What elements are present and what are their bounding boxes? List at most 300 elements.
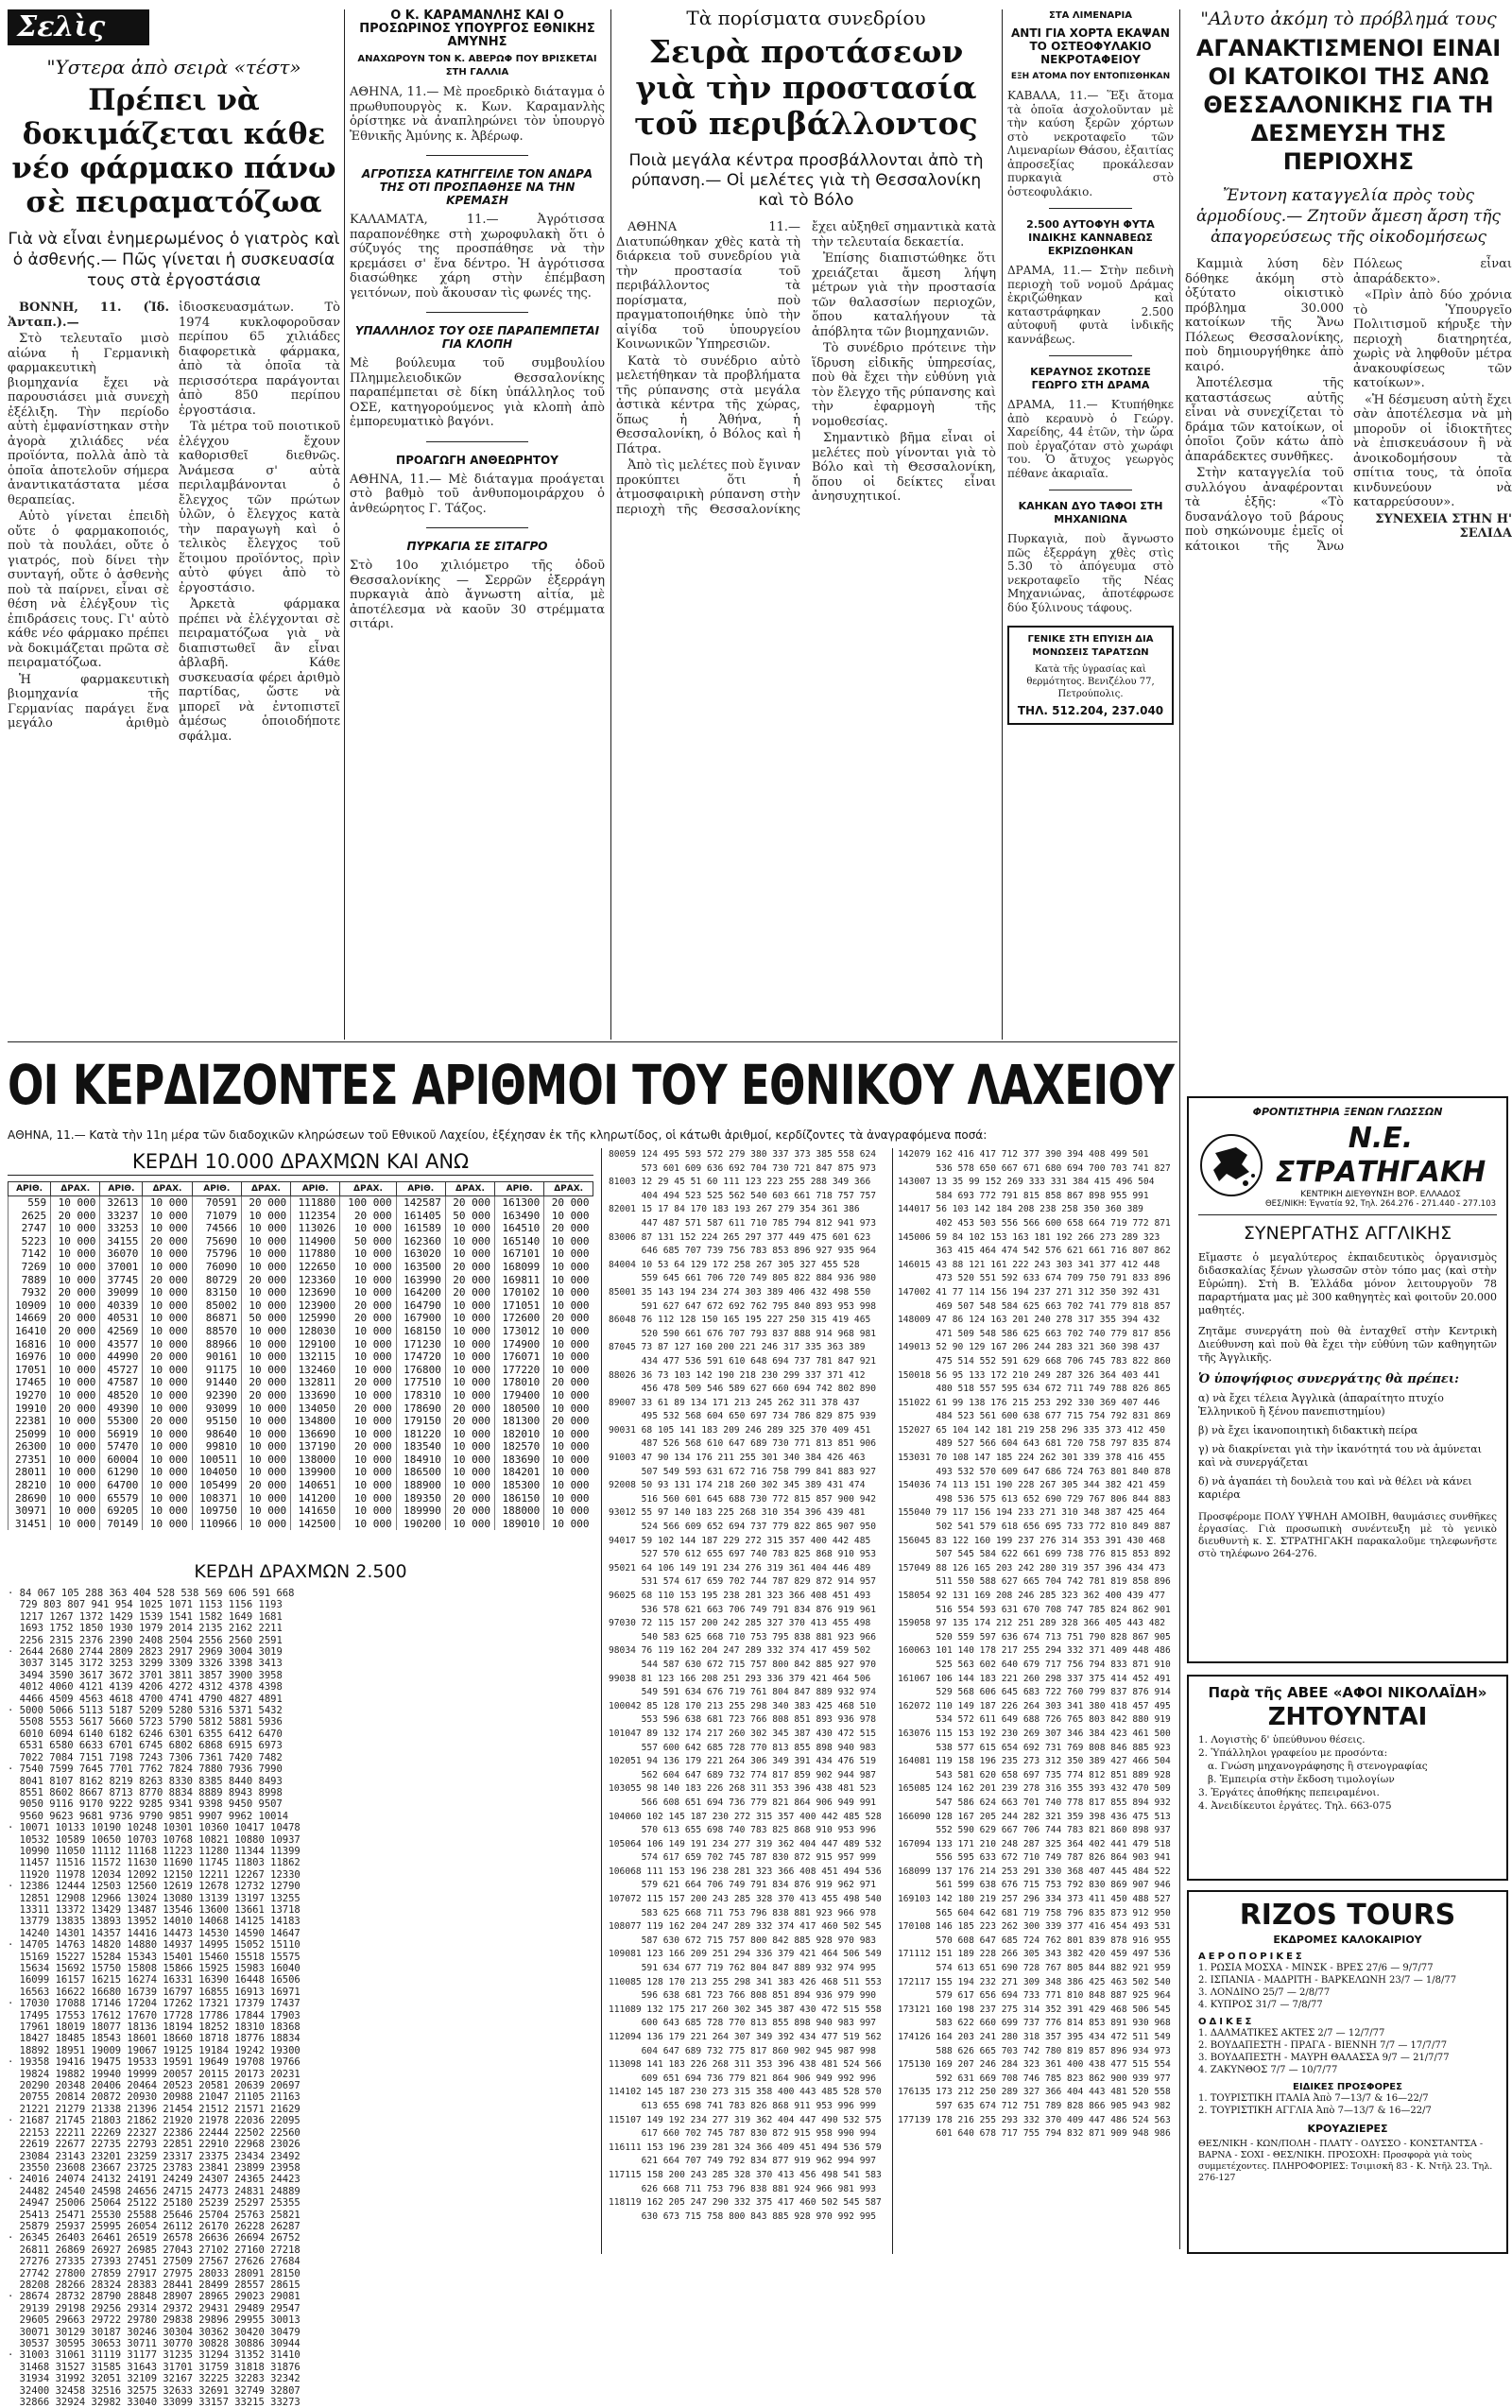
lottery-prize-amount: 10 000: [544, 1235, 593, 1248]
news-cannabis-headline: 2.500 ΑΥΤΟΦΥΗ ΦΥΤΑ ΙΝΔΙΚΗΣ ΚΑΝΝΑΒΕΩΣ ΕΚΡΙΖΩΘΗΚΑΝ: [1026, 218, 1155, 257]
lottery-prize-amount: 20 000: [445, 1402, 494, 1416]
lottery-prize-amount: 20 000: [445, 1286, 494, 1299]
article-environment-deck: Ποιὰ μεγάλα κέντρα προσβάλλονται ἀπὸ τὴ ρύπανση.— Οἱ μελέτες γιὰ τὴ Θεσσαλονίκη καὶ τὸ Βόλο: [628, 151, 984, 210]
lottery-number-line: 536 578 621 663 706 749 791 834 876 919 961: [609, 1604, 877, 1615]
lottery-number-line: 588 626 665 703 742 780 819 857 896 934 973: [898, 2045, 1171, 2056]
news-lightning-headline: ΚΕΡΑΥΝΟΣ ΣΚΟΤΩΣΕ ΓΕΩΡΓΟ ΣΤΗ ΔΡΑΜΑ: [1030, 366, 1151, 391]
news-karamanlis-headline: Ο Κ. ΚΑΡΑΜΑΝΛΗΣ ΚΑΙ Ο ΠΡΟΣΩΡΙΝΟΣ ΥΠΟΥΡΓΟΣ ΕΘΝΙΚΗΣ ΑΜΥΝΗΣ: [359, 9, 595, 49]
lottery-ticket-number: 2625: [9, 1210, 51, 1223]
news-karamanlis-subhead: ΑΝΑΧΩΡΟΥΝ ΤΟΝ Κ. ΑΒΕΡΩΦ ΠΟΥ ΒΡΙΣΚΕΤΑΙ ΣΤΗ ΓΑΛΛΙΑ: [357, 54, 597, 77]
lottery-small-line: 2256 2315 2376 2390 2408 2504 2556 2560 2591: [8, 1634, 283, 1646]
lottery-prize-amount: 10 000: [445, 1247, 494, 1261]
lottery-number-line: 112094 136 179 221 264 307 349 392 434 477 519 562: [609, 2032, 882, 2042]
section-rule: [8, 1041, 1177, 1042]
ad-rizos-item: 2. ΤΟΥΡΙΣΤΙΚΗ ΑΓΓΛΙΑ Ἀπὸ 7—13/7 & 16—22/7: [1198, 2106, 1432, 2116]
lottery-number-line: 84004 10 53 64 129 172 258 267 305 327 455 528: [609, 1259, 860, 1270]
lottery-prize-amount: 10 000: [544, 1364, 593, 1377]
lottery-prize-amount: 50 000: [241, 1312, 290, 1325]
lottery-small-line: 729 803 807 941 954 1025 1071 1153 1156 1193: [8, 1599, 283, 1611]
lottery-prize-amount: 10 000: [143, 1364, 192, 1377]
lottery-number-line: 565 604 642 681 719 758 796 835 873 912 950: [898, 1907, 1171, 1918]
ad-nikolaidi-item: α. Γνώση μηχανογράφησης ἢ στενογραφίας: [1198, 1761, 1428, 1772]
lottery-ticket-number: 122650: [291, 1261, 340, 1274]
lottery-prize-amount: 20 000: [340, 1210, 396, 1223]
ad-strategaki-req: γ) νὰ διακρίνεται γιὰ τὴν ἱκανότητά του νὰ ἀμύνεται καὶ νὰ συνεργάζεται: [1198, 1443, 1482, 1469]
lottery-col-header: ΔΡΑΧ.: [51, 1182, 100, 1196]
lottery-ticket-number: 10909: [9, 1299, 51, 1313]
lottery-prize-amount: 10 000: [445, 1376, 494, 1389]
lottery-number-line: 89007 33 61 89 134 171 213 245 262 311 378 437: [609, 1397, 860, 1408]
lottery-small-line: 3037 3145 3172 3253 3299 3309 3326 3398 3413: [8, 1658, 283, 1670]
lottery-number-line: 145006 59 84 102 153 163 181 192 266 273 289 323: [898, 1231, 1160, 1243]
lottery-number-line: 97030 72 115 157 200 242 285 327 370 413 455 498: [609, 1618, 871, 1629]
lottery-ticket-number: 44990: [100, 1350, 143, 1364]
ad-rizos-tours: [1187, 1890, 1508, 2254]
lottery-number-line: 579 621 664 706 749 791 834 876 919 962 971: [609, 1880, 877, 1891]
lottery-small-line: · 12386 12444 12503 12560 12619 12678 12732 12790: [8, 1881, 301, 1893]
lottery-small-line: 22153 22211 22269 22327 22386 22444 22502 22560: [8, 2126, 301, 2139]
lottery-row: [9, 1376, 593, 1389]
lottery-small-line: 30071 30129 30187 30246 30304 30362 30420 30479: [8, 2326, 301, 2338]
news-limenaria-text: ΚΑΒΑΛΑ, 11.— Ἕξι ἄτομα τὰ ὁποῖα ἀσχολοῦνταν μὲ τὴν καύση ξερῶν χόρτων στὸ νεκροταφεῖο τῶν Λιμεναρίων Θάσου, ἐξαιτίας ἀπροσεξίας προκάλεσαν πυρκαγιὰ στὸ ὀστεοφυλάκιο.: [1007, 89, 1174, 198]
lottery-prize-amount: 10 000: [241, 1402, 290, 1416]
lottery-ticket-number: 92390: [192, 1389, 241, 1402]
article-environment-paragraph: Τὸ συνέδριο πρότεινε τὴν ἵδρυση εἰδικῆς ὑπηρεσίας, ποὺ θὰ ἔχει τὴν εὐθύνη γιὰ τὸν ἔλεγχο τῆς ρύπανσης καὶ τὴν ἐφαρμογὴ τῆς νομοθεσίας.: [812, 341, 996, 429]
lottery-prize-amount: 20 000: [340, 1376, 396, 1389]
lottery-ticket-number: 125990: [291, 1312, 340, 1325]
lottery-number-line: 167094 133 171 210 248 287 325 364 402 441 479 518: [898, 1838, 1171, 1849]
lottery-ticket-number: 190200: [396, 1518, 445, 1531]
lottery-prize-amount: 10 000: [241, 1415, 290, 1428]
lottery-ticket-number: 132460: [291, 1364, 340, 1377]
ad-roof-headline: ΓΕΝΙΚΕ ΣΤΗ ΕΠΥΙΣΗ ΔΙΑ ΜΟΝΩΣΕΙΣ ΤΑΡΑΤΣΩΝ: [1027, 634, 1154, 658]
ad-roof-insulation: [1007, 626, 1174, 725]
lottery-ticket-number: 189010: [495, 1518, 544, 1531]
lottery-ticket-number: 33237: [100, 1210, 143, 1223]
lottery-prize-amount: 10 000: [445, 1479, 494, 1492]
article-ano-poli-headline: ΑΓΑΝΑΚΤΙΣΜΕΝΟΙ ΕΙΝΑΙ ΟΙ ΚΑΤΟΙΚΟΙ ΤΗΣ ΑΝΩ ΘΕΣΣΑΛΟΝΙΚΗΣ ΓΙΑ ΤΗ ΔΕΣΜΕΥΣΗ ΤΗΣ ΠΕΡΙΟΧΗΣ: [1195, 35, 1502, 175]
lottery-col-header: ΑΡΙΘ.: [396, 1182, 445, 1196]
lottery-small-line: 15169 15227 15284 15343 15401 15460 15518 15575: [8, 1951, 301, 1963]
column-short-news: [350, 9, 605, 1040]
lottery-ticket-number: 188900: [396, 1479, 445, 1492]
lottery-small-line: · 10071 10133 10190 10248 10301 10360 10417 10478: [8, 1822, 301, 1834]
lottery-number-line: 601 640 678 717 755 794 832 871 909 948 986: [898, 2128, 1171, 2140]
lottery-prize-amount: 20 000: [241, 1274, 290, 1287]
ad-rizos-item: 1. ΔΑΛΜΑΤΙΚΕΣ ΑΚΤΕΣ 2/7 — 12/7/77: [1198, 2028, 1385, 2038]
lottery-ticket-number: 117880: [291, 1247, 340, 1261]
lottery-number-line: 579 617 656 694 733 771 810 848 887 925 964: [898, 1990, 1171, 2002]
lottery-ticket-number: 16976: [9, 1350, 51, 1364]
lottery-ticket-number: 112354: [291, 1210, 340, 1223]
column-rule: [1002, 9, 1003, 1040]
ad-rizos-item: 1. ΤΟΥΡΙΣΤΙΚΗ ΙΤΑΛΙΑ Ἀπὸ 7—13/7 & 16—22/7: [1198, 2093, 1429, 2104]
lottery-prize-amount: 10 000: [340, 1505, 396, 1518]
ad-roof-phone: ΤΗΛ. 512.204, 237.040: [1017, 704, 1164, 717]
lottery-prize-amount: 10 000: [143, 1453, 192, 1467]
lottery-row: [9, 1312, 593, 1325]
lottery-number-line: 103055 98 140 183 226 268 311 353 396 438 481 523: [609, 1783, 877, 1795]
lottery-small-line: 6010 6094 6140 6182 6246 6301 6355 6412 6470: [8, 1728, 283, 1740]
lottery-ticket-number: 61290: [100, 1466, 143, 1479]
lottery-number-line: 511 550 588 627 665 704 742 781 819 858 896: [898, 1576, 1171, 1588]
lottery-ticket-number: 114900: [291, 1235, 340, 1248]
column-regional-news: [1007, 9, 1174, 1040]
lottery-number-line: 617 660 702 745 787 830 872 915 958 990 994: [609, 2128, 877, 2140]
lottery-prize-amount: 20 000: [241, 1479, 290, 1492]
lottery-ticket-number: 85002: [192, 1299, 241, 1313]
lottery-row: [9, 1261, 593, 1274]
lottery-number-line: 524 566 609 652 694 737 779 822 865 907 950: [609, 1522, 877, 1533]
lottery-ticket-number: 113026: [291, 1222, 340, 1235]
lottery-col-header: ΔΡΑΧ.: [340, 1182, 396, 1196]
lottery-ticket-number: 17465: [9, 1376, 51, 1389]
lottery-prize-amount: 10 000: [241, 1235, 290, 1248]
lottery-prize-amount: 10 000: [143, 1210, 192, 1223]
lottery-prize-amount: 10 000: [51, 1364, 100, 1377]
ad-nikolaidi-item: 4. Ἀνειδίκευτοι ἐργάτες. Τηλ. 663-075: [1198, 1800, 1392, 1812]
lottery-ticket-number: 183690: [495, 1453, 544, 1467]
lottery-ticket-number: 132811: [291, 1376, 340, 1389]
lottery-number-line: 573 601 609 636 692 704 730 721 847 875 973: [609, 1162, 877, 1174]
ad-roof-text: Κατὰ τῆς ὑγρασίας καὶ θερμότητος. Βενιζέλου 77, Πετρούπολις.: [1026, 664, 1155, 699]
lottery-ticket-number: 123900: [291, 1299, 340, 1313]
lottery-number-line: 175130 169 207 246 284 323 361 400 438 477 515 554: [898, 2059, 1171, 2071]
lottery-prize-amount: 10 000: [51, 1274, 100, 1287]
lottery-number-line: 536 578 650 667 671 680 694 700 703 741 827: [898, 1162, 1171, 1174]
lottery-number-line: 168099 137 176 214 253 291 330 368 407 445 484 522: [898, 1866, 1171, 1877]
news-limenaria-subhead: ΕΞΗ ΑΤΟΜΑ ΠΟΥ ΕΝΤΟΠΙΣΘΗΚΑΝ: [1010, 72, 1171, 81]
lottery-prize-amount: 10 000: [51, 1415, 100, 1428]
lottery-ticket-number: 171051: [495, 1299, 544, 1313]
ad-rizos-section: ΚΡΟΥΑΖΙΕΡΕΣ: [1307, 2123, 1388, 2135]
lottery-ticket-number: 22381: [9, 1415, 51, 1428]
lottery-number-line: 480 518 557 595 634 672 711 749 788 826 865: [898, 1384, 1171, 1395]
lottery-ticket-number: 184201: [495, 1466, 544, 1479]
ad-nikolaidi-item: 2. Ὑπάλληλοι γραφείου με προσόντα:: [1198, 1747, 1388, 1759]
lottery-small-line: · 24016 24074 24132 24191 24249 24307 24365 24423: [8, 2174, 301, 2186]
lottery-prize-amount: 10 000: [445, 1453, 494, 1467]
lottery-number-line: 600 643 685 728 770 813 855 898 940 983 997: [609, 2018, 877, 2029]
lottery-prize-amount: 10 000: [143, 1196, 192, 1210]
lottery-number-line: 471 509 548 586 625 663 702 740 779 817 856: [898, 1328, 1171, 1339]
lottery-ticket-number: 98640: [192, 1428, 241, 1441]
lottery-row: [9, 1364, 593, 1377]
lottery-ticket-number: 174900: [495, 1338, 544, 1351]
lottery-number-line: 475 514 552 591 629 668 706 745 783 822 860: [898, 1355, 1171, 1367]
lottery-prize-amount: 10 000: [544, 1466, 593, 1479]
ad-rizos-sub: ΕΚΔΡΟΜΕΣ ΚΑΛΟΚΑΙΡΙΟΥ: [1273, 1934, 1422, 1946]
lottery-prize-amount: 10 000: [340, 1274, 396, 1287]
lottery-number-line: 507 549 593 631 672 716 758 799 841 883 927: [609, 1466, 877, 1477]
lottery-ticket-number: 48520: [100, 1389, 143, 1402]
lottery-ticket-number: 142500: [291, 1518, 340, 1531]
article-ano-poli: [1185, 8, 1512, 1094]
lottery-prize-amount: 10 000: [544, 1453, 593, 1467]
lottery-small-line: 27276 27335 27393 27451 27509 27567 27626 27684: [8, 2256, 301, 2268]
lottery-small-line: 11457 11516 11572 11630 11690 11745 11803 11862: [8, 1857, 301, 1869]
lottery-number-line: 456 478 509 546 589 627 660 694 742 802 890: [609, 1384, 877, 1395]
lottery-small-title: ΚΕΡΔΗ ΔΡΑΧΜΩΝ 2.500: [194, 1561, 407, 1582]
lottery-small-line: 5508 5553 5617 5660 5723 5790 5812 5881 5936: [8, 1716, 283, 1729]
lottery-prize-amount: 10 000: [445, 1466, 494, 1479]
lottery-row: [9, 1210, 593, 1223]
lottery-number-line: 583 625 668 711 753 796 838 881 923 966 978: [609, 1907, 877, 1918]
lottery-number-line: 173121 160 198 237 275 314 352 391 429 468 506 545: [898, 2004, 1171, 2015]
ad-rizos-section: ΕΙΔΙΚΕΣ ΠΡΟΣΦΟΡΕΣ: [1293, 2082, 1402, 2092]
lottery-ticket-number: 162360: [396, 1235, 445, 1248]
lottery-prize-amount: 10 000: [241, 1440, 290, 1453]
lottery-ticket-number: 123690: [291, 1286, 340, 1299]
lottery-prize-amount: 10 000: [241, 1325, 290, 1338]
lottery-number-line: 434 477 536 591 610 648 694 737 781 847 921: [609, 1355, 877, 1367]
news-ose-headline: ΥΠΑΛΛΗΛΟΣ ΤΟΥ ΟΣΕ ΠΑΡΑΠΕΜΠΕΤΑΙ ΓΙΑ ΚΛΟΠΗ: [354, 324, 600, 351]
lottery-number-line: 116111 153 196 239 281 324 366 409 451 494 536 579: [609, 2141, 882, 2153]
lottery-prize-amount: 10 000: [544, 1402, 593, 1416]
ad-rizos-item: 1. ΡΩΣΙΑ ΜΟΣΧΑ - ΜΙΝΣΚ - ΒΡΕΣ 27/6 — 9/7/77: [1198, 1963, 1434, 1973]
lottery-ticket-number: 91175: [192, 1364, 241, 1377]
lottery-prize-amount: 20 000: [445, 1505, 494, 1518]
lottery-prize-amount: 20 000: [143, 1274, 192, 1287]
lottery-prize-amount: 10 000: [143, 1261, 192, 1274]
lottery-prize-amount: 10 000: [143, 1312, 192, 1325]
lottery-prize-amount: 10 000: [445, 1235, 494, 1248]
lottery-ticket-number: 176071: [495, 1350, 544, 1364]
lottery-prize-amount: 10 000: [544, 1492, 593, 1505]
ad-strategaki-req-title: Ὁ ὑποψήφιος συνεργάτης θὰ πρέπει:: [1198, 1372, 1459, 1386]
news-karamanlis-text: ΑΘΗΝΑ, 11.— Μὲ προεδρικὸ διάταγμα ὁ πρωθυπουργὸς κ. Κων. Καραμανλὴς ὁρίστηκε νὰ ἀναπληρώνει τὸν ὑπουργὸ Ἐθνικῆς Ἀμύνης κ. Ἀβέρωφ.: [350, 85, 605, 144]
lottery-number-line: 170108 146 185 223 262 300 339 377 416 454 493 531: [898, 1921, 1171, 1933]
lottery-number-line: 92008 50 93 131 174 218 260 302 345 389 431 474: [609, 1480, 866, 1491]
lottery-prize-amount: 50 000: [340, 1235, 396, 1248]
lottery-ticket-number: 139900: [291, 1466, 340, 1479]
lottery-prize-amount: 20 000: [241, 1196, 290, 1210]
lottery-ticket-number: 40531: [100, 1312, 143, 1325]
lottery-prize-amount: 20 000: [143, 1350, 192, 1364]
lottery-number-line: 102051 94 136 179 221 264 306 349 391 434 476 519: [609, 1756, 877, 1767]
lottery-prize-amount: 10 000: [544, 1274, 593, 1287]
news-ose-text: Μὲ βούλευμα τοῦ συμβουλίου Πλημμελειοδικῶν Θεσσαλονίκης παραπέμπεται σὲ δίκη ὑπάλληλος τοῦ ΟΣΕ, κατηγορούμενος γιὰ κλοπὴ ἀπὸ ἐμπορευματικὸ βαγόνι.: [350, 356, 605, 429]
lottery-ticket-number: 2747: [9, 1222, 51, 1235]
lottery-prize-amount: 10 000: [340, 1453, 396, 1467]
lottery-prize-amount: 10 000: [51, 1261, 100, 1274]
lottery-prize-amount: 10 000: [143, 1505, 192, 1518]
lottery-ticket-number: 70149: [100, 1518, 143, 1531]
lottery-number-line: 169103 142 180 219 257 296 334 373 411 450 488 527: [898, 1894, 1171, 1905]
lottery-number-line: 520 559 597 636 674 713 751 790 828 867 905: [898, 1631, 1171, 1643]
lottery-number-line: 87045 73 87 127 160 200 221 246 317 335 363 389: [609, 1342, 866, 1353]
lottery-prize-amount: 10 000: [51, 1505, 100, 1518]
lottery-col-header: ΑΡΙΘ.: [100, 1182, 143, 1196]
lottery-number-line: 547 586 624 663 701 740 778 817 855 894 932: [898, 1797, 1171, 1808]
lottery-ticket-number: 28210: [9, 1479, 51, 1492]
lottery-small-line: 31468 31527 31585 31643 31701 31759 31818 31876: [8, 2361, 301, 2373]
lottery-number-line: 166090 128 167 205 244 282 321 359 398 436 475 513: [898, 1811, 1171, 1822]
lottery-prize-amount: 20 000: [51, 1286, 100, 1299]
lottery-ticket-number: 86871: [192, 1312, 241, 1325]
lottery-prize-amount: 20 000: [143, 1235, 192, 1248]
lottery-ticket-number: 7932: [9, 1286, 51, 1299]
lottery-row: [9, 1325, 593, 1338]
lottery-number-line: 160063 101 140 178 217 255 294 332 371 409 448 486: [898, 1645, 1171, 1657]
lottery-prize-amount: 20 000: [340, 1312, 396, 1325]
lottery-ticket-number: 173012: [495, 1325, 544, 1338]
lottery-number-line: 493 532 570 609 647 686 724 763 801 840 878: [898, 1466, 1171, 1477]
lottery-number-line: 591 634 677 719 762 804 847 889 932 974 995: [609, 1963, 877, 1974]
lottery-prize-amount: 10 000: [340, 1222, 396, 1235]
lottery-ticket-number: 60004: [100, 1453, 143, 1467]
lottery-row: [9, 1466, 593, 1479]
lottery-number-line: 574 617 659 702 745 787 830 872 915 957 999: [609, 1852, 877, 1864]
lottery-small-line: 10990 11050 11112 11168 11223 11280 11344 11399: [8, 1845, 301, 1857]
ad-rizos-title: RIZOS TOURS: [1239, 1899, 1456, 1932]
column-rule: [610, 9, 611, 1040]
lottery-ticket-number: 169811: [495, 1274, 544, 1287]
lottery-prize-amount: 10 000: [51, 1479, 100, 1492]
lottery-small-prizes: [8, 1559, 593, 2408]
article-pharma-paragraph: Αὐτὸ γίνεται ἐπειδὴ οὔτε ὁ φαρμακοποιός, ποὺ τὰ πουλάει, οὔτε ὁ γιατρός, ποὺ δίνει τὴν συνταγή, οὔτε ὁ ἀσθενὴς ποὺ τὰ παίρνει, εἶναι σὲ θέση νὰ ἐλέγξουν τὶς ἐπιδράσεις τους. Γι' αὐτὸ κάθε νέο φάρμακο πρέπει νὰ δοκιμάζεται πρῶτα σὲ πειραματόζωα.: [8, 509, 169, 670]
lottery-ticket-number: 176800: [396, 1364, 445, 1377]
lottery-ticket-number: 129100: [291, 1338, 340, 1351]
ad-rizos-section: ΑΕΡΟΠΟΡΙΚΕΣ: [1198, 1952, 1305, 1962]
lottery-small-line: 1217 1267 1372 1429 1539 1541 1582 1649 1681: [8, 1610, 283, 1623]
lottery-col-header: ΔΡΑΧ.: [544, 1182, 593, 1196]
lottery-number-line: 484 523 561 600 638 677 715 754 792 831 869: [898, 1411, 1171, 1422]
lottery-small-line: 4012 4060 4121 4139 4206 4272 4312 4378 4398: [8, 1681, 283, 1694]
lottery-small-line: 26811 26869 26927 26985 27043 27102 27160 27218: [8, 2244, 301, 2256]
lottery-number-line: 91003 47 90 134 176 211 255 301 340 384 426 463: [609, 1453, 866, 1464]
lottery-prize-amount: 10 000: [241, 1492, 290, 1505]
lottery-number-line: 174126 164 203 241 280 318 357 395 434 472 511 549: [898, 2032, 1171, 2042]
lottery-ticket-number: 138000: [291, 1453, 340, 1467]
lottery-number-line: 82001 15 17 84 170 183 193 267 279 354 361 386: [609, 1204, 860, 1215]
lottery-number-line: 176135 173 212 250 289 327 366 404 443 481 520 558: [898, 2087, 1171, 2098]
lottery-number-line: 570 608 647 685 724 762 801 839 878 916 955: [898, 1935, 1171, 1946]
lottery-ticket-number: 34155: [100, 1235, 143, 1248]
lottery-prize-amount: 10 000: [143, 1247, 192, 1261]
lottery-prize-amount: 10 000: [51, 1350, 100, 1364]
lottery-ticket-number: 7889: [9, 1274, 51, 1287]
lottery-small-line: 8041 8107 8162 8219 8263 8330 8385 8440 8493: [8, 1775, 283, 1787]
lottery-ticket-number: 88966: [192, 1338, 241, 1351]
lottery-row: [9, 1492, 593, 1505]
ad-rizos-item: 3. ΒΟΥΔΑΠΕΣΤΗ - ΜΑΥΡΗ ΘΑΛΑΣΣΑ 9/7 — 21/7/77: [1198, 2053, 1450, 2063]
lottery-row: [9, 1299, 593, 1313]
lottery-prize-amount: 20 000: [445, 1261, 494, 1274]
lottery-ticket-number: 75690: [192, 1235, 241, 1248]
lottery-prize-amount: 10 000: [51, 1518, 100, 1531]
ad-strategaki-req: α) νὰ ἔχει τέλεια Ἀγγλικὰ (ἀπαραίτητο πτυχίο Ἑλληνικοῦ ἢ ξένου πανεπιστημίου): [1198, 1392, 1444, 1418]
article-ano-poli-paragraph: «Πρὶν ἀπὸ δύο χρόνια τὸ Ὑπουργεῖο Πολιτισμοῦ κήρυξε τὴν περιοχὴ διατηρητέα, χωρὶς νὰ ληφθοῦν μέτρα ἀνακουφίσεως τῶν κατοίκων».: [1353, 288, 1512, 390]
lottery-number-line: 104060 102 145 187 230 272 315 357 400 442 485 528: [609, 1811, 882, 1822]
lottery-prize-amount: 20 000: [544, 1312, 593, 1325]
lottery-ticket-number: 32613: [100, 1196, 143, 1210]
lottery-number-line: 531 574 617 659 702 744 787 829 872 914 957: [609, 1576, 877, 1588]
lottery-prize-amount: 10 000: [143, 1492, 192, 1505]
lottery-prize-amount: 10 000: [241, 1210, 290, 1223]
lottery-number-line: 152027 65 104 142 181 219 258 296 335 373 412 450: [898, 1424, 1166, 1436]
lottery-small-line: 25879 25937 25995 26054 26112 26170 26228 26287: [8, 2220, 301, 2232]
lottery-ticket-number: 163990: [396, 1274, 445, 1287]
lottery-ticket-number: 40339: [100, 1299, 143, 1313]
lottery-small-line: · 21687 21745 21803 21862 21920 21978 22036 22095: [8, 2115, 301, 2127]
lottery-prize-amount: 10 000: [143, 1338, 192, 1351]
lottery-col-header: ΑΡΙΘ.: [495, 1182, 544, 1196]
lottery-small-line: 9050 9116 9170 9222 9285 9341 9398 9450 9507: [8, 1798, 283, 1811]
lottery-small-line: 22619 22677 22735 22793 22851 22910 22968 23026: [8, 2139, 301, 2151]
lottery-ticket-number: 183540: [396, 1440, 445, 1453]
lottery-number-line: 609 651 694 736 779 821 864 906 949 992 996: [609, 2073, 877, 2084]
lottery-ticket-number: 164510: [495, 1222, 544, 1235]
lottery-prize-amount: 10 000: [445, 1389, 494, 1402]
article-environment-paragraph: Ἐπίσης διαπιστώθηκε ὅτι χρειάζεται ἄμεση λήψη μέτρων γιὰ τὴν προστασία τῶν θαλασσίων περιοχῶν, ὅπου καταλήγουν τὰ ἀπόβλητα τῶν βιομηχανιῶν.: [812, 251, 996, 339]
lottery-small-line: 13779 13835 13893 13952 14010 14068 14125 14183: [8, 1916, 301, 1928]
lottery-number-line: 155040 79 117 156 194 233 271 310 348 387 425 464: [898, 1507, 1166, 1519]
lottery-number-line: 148009 47 86 124 163 201 240 278 317 355 394 432: [898, 1315, 1160, 1326]
lottery-big-prizes: [8, 1148, 593, 1545]
lottery-small-line: 8551 8602 8667 8713 8770 8834 8889 8943 8998: [8, 1786, 283, 1798]
lottery-small-line: 7022 7084 7151 7198 7243 7306 7361 7420 7482: [8, 1751, 283, 1763]
article-environment-kicker: Τὰ πορίσματα συνεδρίου: [686, 7, 926, 29]
lottery-number-line: 592 631 669 708 746 785 823 862 900 939 977: [898, 2073, 1171, 2084]
lottery-number-line: 108077 119 162 204 247 289 332 374 417 460 502 545: [609, 1921, 882, 1933]
lottery-small-line: 10532 10589 10650 10703 10768 10821 10880 10937: [8, 1833, 301, 1846]
lottery-ticket-number: 178690: [396, 1402, 445, 1416]
lottery-banner-text: ΟΙ ΚΕΡΔΙΖΟΝΤΕΣ ΑΡΙΘΜΟΙ ΤΟΥ ΕΘΝΙΚΟΥ ΛΑΧΕΙΟΥ: [8, 1053, 1175, 1117]
lottery-prize-amount: 10 000: [544, 1350, 593, 1364]
lottery-number-line: 487 526 568 610 647 689 730 771 813 851 906: [609, 1438, 877, 1450]
article-pharma-paragraph: Ἡ φαρμακευτικὴ βιομηχανία τῆς Γερμανίας παράγει ἕνα μεγάλο ἀριθμὸ ἰδιοσκευασμάτων. Τὸ 1974 κυκλοφοροῦσαν περίπου 65 χιλιάδες διαφορετικὰ φάρμακα, ἀπὸ τὰ ὁποῖα τὰ περισσότερα παράγονται ἀπὸ 850 περίπου ἐργοστάσια.: [8, 301, 340, 731]
lottery-number-line: 99038 81 123 166 208 251 293 336 379 421 464 506: [609, 1673, 871, 1684]
ad-strategaki: [1187, 1096, 1508, 1663]
lottery-ticket-number: 43577: [100, 1338, 143, 1351]
lottery-number-line: 88026 36 73 103 142 190 218 230 299 337 371 412: [609, 1369, 866, 1381]
lottery-ticket-number: 110966: [192, 1518, 241, 1531]
lottery-number-line: 117115 158 200 243 285 328 370 413 456 498 541 583: [609, 2169, 882, 2180]
lottery-small-line: 17961 18019 18077 18136 18194 18252 18310 18368: [8, 2021, 301, 2034]
article-ano-poli-paragraph: «Ἡ δέσμευση αὐτὴ ἔχει σὰν ἀποτέλεσμα νὰ μὴ μποροῦν οἱ ἰδιοκτῆτες νὰ ἐπισκευάσουν ἢ νὰ ἀνοικοδομήσουν τὰ σπίτια τους, τὰ ὁποῖα κινδυνεύουν νὰ καταρρεύσουν».: [1353, 392, 1512, 509]
lottery-ticket-number: 133690: [291, 1389, 340, 1402]
lottery-prize-amount: 10 000: [51, 1389, 100, 1402]
lottery-ticket-number: 104050: [192, 1466, 241, 1479]
news-fire-text: Στὸ 10ο χιλιόμετρο τῆς ὁδοῦ Θεσσαλονίκης — Σερρῶν ἐξερράγη πυρκαγιὰ ἀπὸ ἄγνωστη αἰτία, μὲ ἀποτέλεσμα νὰ καοῦν 30 στρέμματα σιτάρι.: [350, 559, 605, 631]
lottery-row: [9, 1196, 593, 1210]
lottery-col-header: ΔΡΑΧ.: [241, 1182, 290, 1196]
lottery-prize-amount: 20 000: [544, 1196, 593, 1210]
lottery-ticket-number: 184910: [396, 1453, 445, 1467]
page-number-label: Σελὶς 20: [17, 10, 106, 79]
lottery-prize-amount: 10 000: [241, 1518, 290, 1531]
lottery-ticket-number: 36070: [100, 1247, 143, 1261]
lottery-ticket-number: 7142: [9, 1247, 51, 1261]
lottery-ticket-number: 137190: [291, 1440, 340, 1453]
news-fire-headline: ΠΥΡΚΑΓΙΑ ΣΕ ΣΙΤΑΓΡΟ: [406, 540, 548, 553]
lottery-number-line: 527 570 612 655 697 740 783 825 868 910 953: [609, 1549, 877, 1560]
lottery-prize-amount: 10 000: [544, 1210, 593, 1223]
lottery-prize-amount: 10 000: [143, 1466, 192, 1479]
lottery-small-line: · 7540 7599 7645 7701 7762 7824 7880 7936 7990: [8, 1763, 283, 1776]
ad-nikolaidi-item: 3. Ἐργάτες ἀποθήκης πεπειραμένοι.: [1198, 1787, 1380, 1798]
lottery-ticket-number: 55300: [100, 1415, 143, 1428]
lottery-number-line: 562 604 647 689 732 774 817 859 902 944 987: [609, 1769, 877, 1780]
lottery-number-line: 105064 106 149 191 234 277 319 362 404 447 489 532: [609, 1838, 882, 1849]
lottery-prize-amount: 10 000: [445, 1428, 494, 1441]
lottery-prize-amount: 10 000: [544, 1518, 593, 1531]
lottery-ticket-number: 177510: [396, 1376, 445, 1389]
lottery-prize-amount: 10 000: [241, 1364, 290, 1377]
ad-strategaki-sub: ΚΕΝΤΡΙΚΗ ΔΙΕΥΘΥΝΣΗ ΒΟΡ. ΕΛΛΑΔΟΣ: [1300, 1190, 1461, 1199]
lottery-ticket-number: 100511: [192, 1453, 241, 1467]
